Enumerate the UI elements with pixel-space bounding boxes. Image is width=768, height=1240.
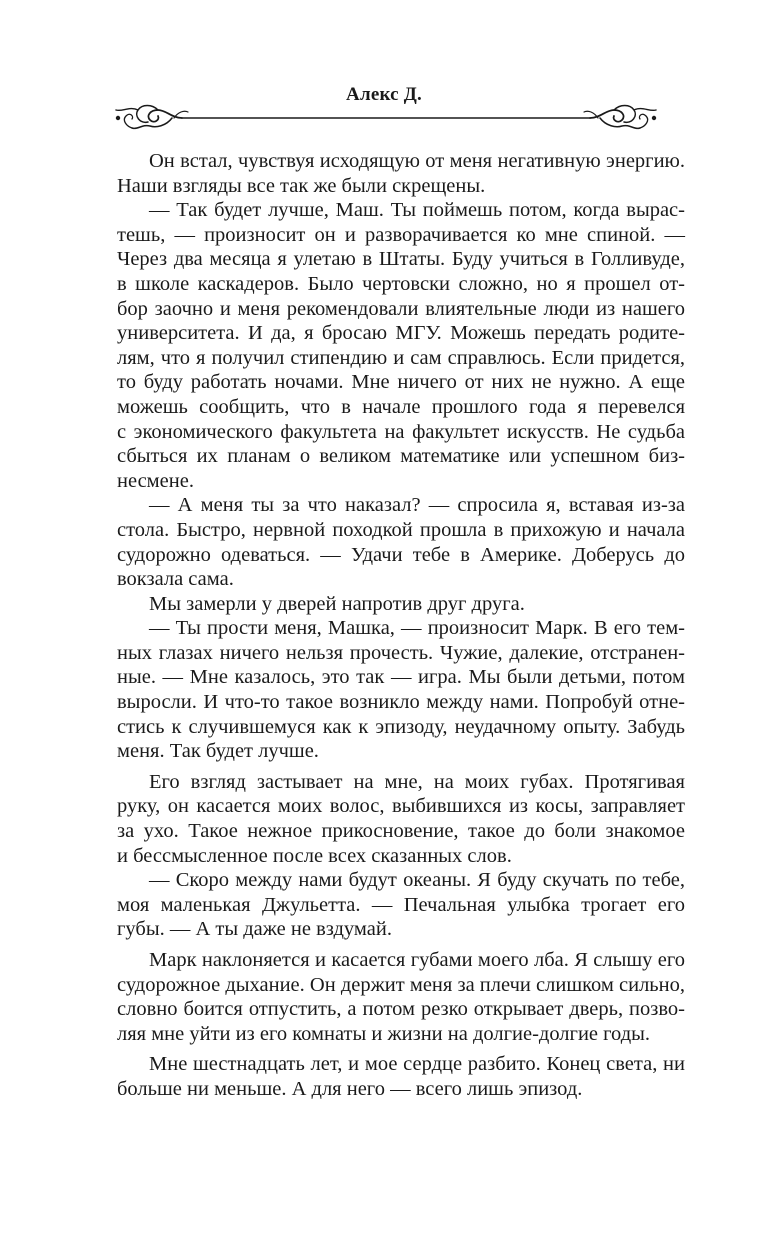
paragraph [117, 592, 685, 617]
text-line: вокзала сама. [117, 568, 234, 591]
text-line: — Так будет лучше, Маш. Ты поймешь потом, когда вырас- [149, 199, 685, 222]
body-text [117, 149, 685, 1102]
text-line: и бессмысленное после всех сказанных слов. [117, 844, 512, 867]
text-line: в школе каскадеров. Было чертовски сложно, но я прошел от- [117, 272, 685, 295]
text-line: ляя мне уйти из его комнаты и жизни на долгие-долгие годы. [117, 1022, 651, 1045]
text-line: Его взгляд застывает на мне, на моих губах. Протягивая [149, 770, 685, 793]
text-line: бор заочно и меня рекомендовали влиятельные люди из нашего [117, 297, 685, 320]
text-line: выросли. И что-то такое возникло между нами. Попробуй отне- [117, 691, 685, 714]
text-line: университета. И да, я бросаю МГУ. Можешь передать родите- [117, 322, 685, 345]
text-line: Он встал, чувствуя исходящую от меня негативную энергию. [149, 150, 685, 172]
text-line: то буду работать ночами. Мне ничего от них не нужно. А еще [117, 371, 685, 394]
text-line: стола. Быстро, нервной походкой прошла в прихожую и начала [117, 518, 685, 541]
text-line: — Ты прости меня, Машка, — произносит Марк. В его тем- [149, 617, 685, 640]
text-line: судорожно одеваться. — Удачи тебе в Америке. Доберусь до [117, 543, 685, 566]
text-line: — А меня ты за что наказал? — спросила я, вставая из-за [149, 494, 685, 517]
text-line: тешь, — произносит он и разворачивается ко мне спиной. — [117, 223, 685, 246]
text-line: лям, что я получил стипендию и сам справлюсь. Если придется, [117, 346, 685, 369]
text-line: Через два месяца я улетаю в Штаты. Буду учиться в Голливуде, [117, 248, 685, 271]
paragraph [117, 616, 685, 764]
running-head: Алекс Д. [346, 84, 422, 105]
ornament-divider [112, 100, 660, 134]
paragraph [117, 868, 685, 942]
paragraph [117, 198, 685, 493]
text-line: Марк наклоняется и касается губами моего лба. Я слышу его [149, 949, 685, 971]
text-line: можешь сообщить, что в начале прошлого года я перевелся [117, 395, 685, 418]
text-line: сбыться их планам о великом математике или успешном биз- [117, 445, 685, 468]
paragraph [117, 770, 685, 868]
text-line: стись к случившемуся как к эпизоду, неудачному опыту. Забудь [117, 715, 685, 738]
text-line: ных глазах ничего нельзя прочесть. Чужие, далекие, отстранен- [117, 641, 685, 664]
text-line: губы. — А ты даже не вздумай. [117, 918, 392, 941]
paragraph [117, 149, 685, 198]
text-line: с экономического факультета на факультет искусств. Не судьба [117, 420, 685, 443]
text-line: несмене. [117, 469, 194, 492]
paragraph [117, 493, 685, 591]
text-line: ные. — Мне казалось, это так — игра. Мы были детьми, потом [117, 666, 685, 689]
text-line: руку, он касается моих волос, выбившихся из косы, заправляет [117, 795, 685, 818]
text-line: Наши взгляды все так же были скрещены. [117, 174, 486, 197]
text-line: — Скоро между нами будут океаны. Я буду скучать по тебе, [149, 869, 685, 892]
text-line: моя маленькая Джульетта. — Печальная улыбка трогает его [117, 893, 685, 916]
text-line: больше ни меньше. А для него — всего лишь эпизод. [117, 1077, 583, 1100]
text-line: Мы замерли у дверей напротив друг друга. [149, 592, 525, 615]
text-line: судорожное дыхание. Он держит меня за плечи слишком сильно, [117, 973, 685, 996]
paragraph [117, 1052, 685, 1101]
text-line: за ухо. Такое нежное прикосновение, такое до боли знакомое [117, 820, 685, 843]
text-line: меня. Так будет лучше. [117, 740, 319, 763]
text-line: словно боится отпустить, а потом резко открывает дверь, позво- [117, 998, 685, 1021]
paragraph [117, 948, 685, 1046]
text-line: Мне шестнадцать лет, и мое сердце разбито. Конец света, ни [149, 1053, 685, 1076]
